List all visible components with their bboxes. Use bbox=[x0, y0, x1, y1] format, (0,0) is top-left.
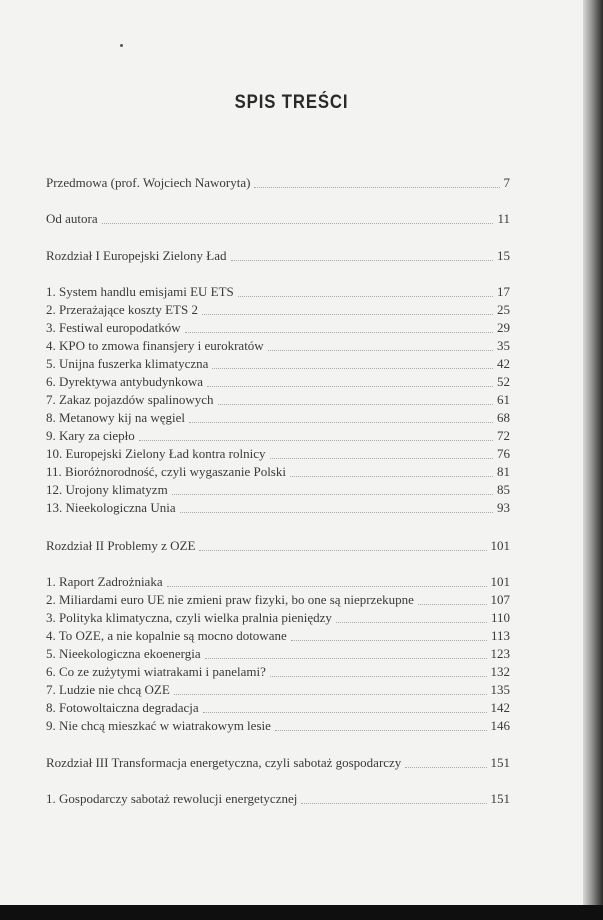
toc-entry bbox=[46, 681, 510, 699]
toc-entry-page: 29 bbox=[497, 320, 510, 335]
toc-entry bbox=[46, 391, 510, 409]
toc-leader-dots bbox=[102, 222, 494, 224]
toc-leader-dots bbox=[189, 421, 493, 423]
toc-entry bbox=[46, 210, 510, 228]
page-title: SPIS TREŚCI bbox=[234, 92, 349, 113]
toc-leader-dots bbox=[268, 349, 493, 351]
toc-entry bbox=[46, 537, 510, 555]
toc-entry-title: 2. Miliardami euro UE nie zmieni praw fizyki, bo one są nieprzekupne bbox=[46, 592, 414, 607]
toc-entry bbox=[46, 373, 510, 391]
toc-entry-title: Rozdział II Problemy z OZE bbox=[46, 538, 196, 553]
toc-leader-dots bbox=[202, 313, 493, 315]
toc-entry bbox=[46, 754, 510, 772]
toc-entry-page: 135 bbox=[490, 682, 510, 697]
toc-entry bbox=[46, 355, 510, 373]
toc-entry-page: 123 bbox=[490, 646, 510, 661]
toc-entry bbox=[46, 463, 510, 481]
toc-leader-dots bbox=[167, 585, 487, 587]
toc-entry-page: 113 bbox=[490, 628, 510, 643]
toc-entry-page: 68 bbox=[497, 410, 510, 425]
toc-entry-title: Od autora bbox=[46, 211, 98, 226]
toc-entry-page: 81 bbox=[497, 464, 510, 479]
toc-leader-dots bbox=[270, 675, 487, 677]
toc-entry-title: Przedmowa (prof. Wojciech Naworyta) bbox=[46, 175, 251, 190]
toc-leader-dots bbox=[212, 367, 493, 369]
toc-entry-page: 107 bbox=[490, 592, 510, 607]
toc-entry bbox=[46, 609, 510, 627]
toc-entry-page: 17 bbox=[497, 284, 510, 299]
toc-entry-page: 132 bbox=[490, 664, 510, 679]
toc-entry bbox=[46, 409, 510, 427]
toc-entry bbox=[46, 174, 510, 192]
toc-entry-page: 101 bbox=[490, 574, 510, 589]
toc-entry bbox=[46, 663, 510, 681]
toc-leader-dots bbox=[205, 657, 487, 659]
toc-entry bbox=[46, 573, 510, 591]
toc-entry-title: 3. Festiwal europodatków bbox=[46, 320, 181, 335]
toc-leader-dots bbox=[301, 802, 486, 804]
toc-entry bbox=[46, 319, 510, 337]
toc-entry-title: 9. Kary za ciepło bbox=[46, 428, 135, 443]
toc-entry-title: Rozdział I Europejski Zielony Ład bbox=[46, 248, 227, 263]
toc-entry-page: 15 bbox=[497, 248, 510, 263]
toc-leader-dots bbox=[418, 603, 487, 605]
toc-entry bbox=[46, 283, 510, 301]
toc-entry bbox=[46, 481, 510, 499]
toc-entry-page: 35 bbox=[497, 338, 510, 353]
toc-entry-title: 11. Bioróżnorodność, czyli wygaszanie Polski bbox=[46, 464, 286, 479]
toc-entry-page: 25 bbox=[497, 302, 510, 317]
toc-leader-dots bbox=[405, 766, 486, 768]
toc-leader-dots bbox=[336, 621, 487, 623]
toc-entry bbox=[46, 627, 510, 645]
toc-entry-page: 85 bbox=[497, 482, 510, 497]
toc-entry-title: 6. Dyrektywa antybudynkowa bbox=[46, 374, 204, 389]
toc-entry-title: 4. To OZE, a nie kopalnie są mocno dotowane bbox=[46, 628, 287, 643]
toc-entry bbox=[46, 499, 510, 517]
toc-entry bbox=[46, 301, 510, 319]
toc-entry bbox=[46, 445, 510, 463]
toc-entry-page: 151 bbox=[490, 755, 510, 770]
toc-entry-page: 7 bbox=[503, 175, 510, 190]
toc-entry-title: 3. Polityka klimatyczna, czyli wielka pralnia pieniędzy bbox=[46, 610, 332, 625]
toc-entry-title: 1. System handlu emisjami EU ETS bbox=[46, 284, 234, 299]
toc-entry-title: 5. Unijna fuszerka klimatyczna bbox=[46, 356, 209, 371]
toc-entry-page: 52 bbox=[497, 374, 510, 389]
toc-entry bbox=[46, 337, 510, 355]
toc-leader-dots bbox=[207, 385, 493, 387]
toc-leader-dots bbox=[231, 259, 493, 261]
toc-leader-dots bbox=[172, 493, 493, 495]
toc-entry-title: 2. Przerażające koszty ETS 2 bbox=[46, 302, 198, 317]
toc-entry bbox=[46, 645, 510, 663]
toc-leader-dots bbox=[199, 549, 486, 551]
toc-entry bbox=[46, 790, 510, 808]
toc-entry-title: 13. Nieekologiczna Unia bbox=[46, 500, 176, 515]
toc-entry-page: 61 bbox=[497, 392, 510, 407]
toc-entry bbox=[46, 699, 510, 717]
toc-entry-title: 10. Europejski Zielony Ład kontra rolnicy bbox=[46, 446, 266, 461]
toc-entry bbox=[46, 247, 510, 265]
toc-leader-dots bbox=[218, 403, 493, 405]
toc-leader-dots bbox=[185, 331, 493, 333]
toc-entry-title: 7. Ludzie nie chcą OZE bbox=[46, 682, 170, 697]
toc-leader-dots bbox=[275, 729, 487, 731]
toc-entry-page: 142 bbox=[490, 700, 510, 715]
toc-entry-title: 8. Metanowy kij na węgiel bbox=[46, 410, 185, 425]
toc-entry-page: 42 bbox=[497, 356, 510, 371]
toc-entry-title: Rozdział III Transformacja energetyczna, czyli sabotaż gospodarczy bbox=[46, 755, 402, 770]
toc-entry-title: 1. Gospodarczy sabotaż rewolucji energetycznej bbox=[46, 791, 298, 806]
toc-entry-title: 8. Fotowoltaiczna degradacja bbox=[46, 700, 199, 715]
toc-entry-page: 76 bbox=[497, 446, 510, 461]
toc-entry bbox=[46, 591, 510, 609]
toc-entry bbox=[46, 717, 510, 735]
print-speck bbox=[120, 44, 123, 47]
toc-leader-dots bbox=[180, 511, 493, 513]
toc-entry-title: 6. Co ze zużytymi wiatrakami i panelami? bbox=[46, 664, 266, 679]
toc-entry-title: 1. Raport Zadrożniaka bbox=[46, 574, 163, 589]
toc-entry-page: 146 bbox=[490, 718, 510, 733]
toc-leader-dots bbox=[254, 186, 499, 188]
toc-entry-title: 12. Urojony klimatyzm bbox=[46, 482, 168, 497]
toc-entry-page: 93 bbox=[497, 500, 510, 515]
toc-leader-dots bbox=[291, 639, 487, 641]
toc-entry bbox=[46, 427, 510, 445]
toc-entry-page: 101 bbox=[490, 538, 510, 553]
toc-entry-title: 9. Nie chcą mieszkać w wiatrakowym lesie bbox=[46, 718, 271, 733]
toc-entry-page: 11 bbox=[497, 211, 510, 226]
page-edge-bottom bbox=[0, 905, 603, 920]
toc-leader-dots bbox=[139, 439, 493, 441]
toc-leader-dots bbox=[174, 693, 487, 695]
toc-leader-dots bbox=[270, 457, 493, 459]
toc-entry-page: 151 bbox=[490, 791, 510, 806]
toc-entry-page: 110 bbox=[490, 610, 510, 625]
toc-leader-dots bbox=[290, 475, 493, 477]
toc-entry-page: 72 bbox=[497, 428, 510, 443]
page-edge-right bbox=[583, 0, 603, 905]
toc-leader-dots bbox=[203, 711, 487, 713]
toc-leader-dots bbox=[238, 295, 493, 297]
toc-entry-title: 5. Nieekologiczna ekoenergia bbox=[46, 646, 201, 661]
toc-entry-title: 7. Zakaz pojazdów spalinowych bbox=[46, 392, 214, 407]
toc-entry-title: 4. KPO to zmowa finansjery i eurokratów bbox=[46, 338, 264, 353]
